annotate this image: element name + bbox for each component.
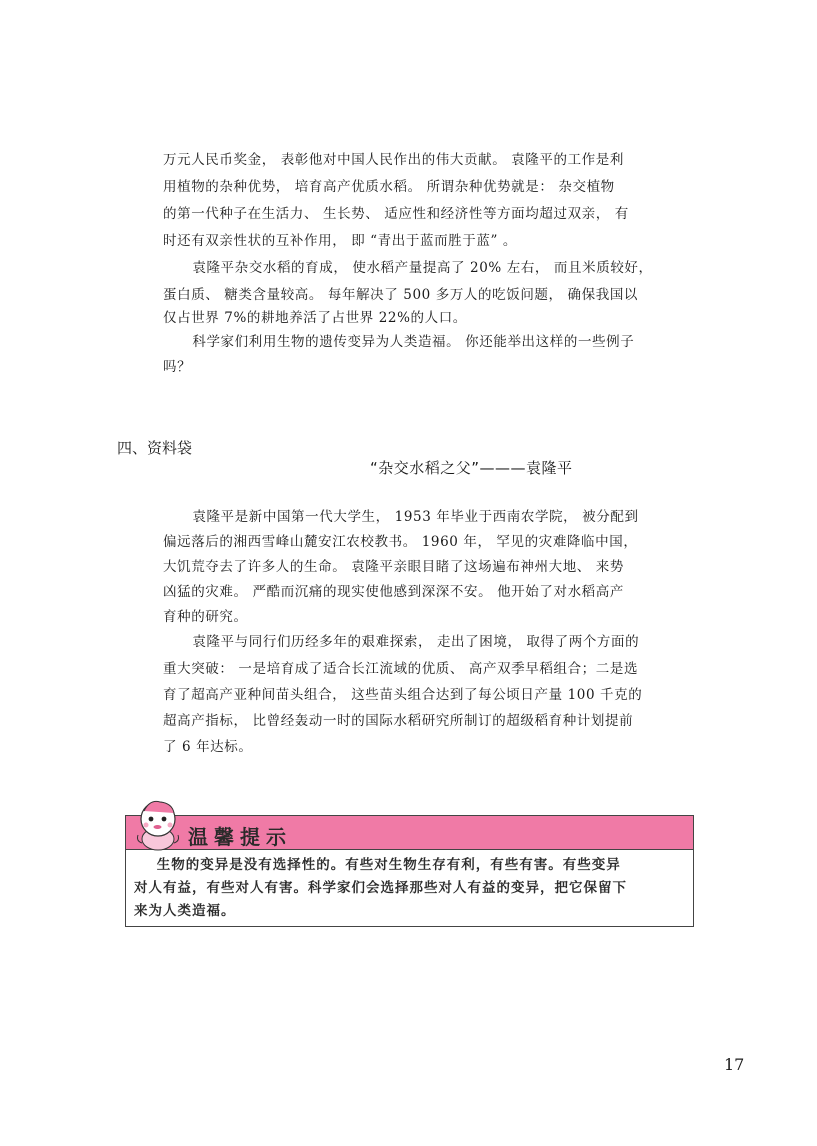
top-line: 蛋白质、 糖类含量较高。 每年解决了 500 多万人的吃饭问题， 确保我国以 <box>163 287 639 303</box>
tip-line: 生物的变异是没有选择性的。有些对生物生存有利，有些有害。有些变异 <box>134 857 621 873</box>
top-line: 吗？ <box>163 359 192 375</box>
article-line: 超高产指标， 比曾经轰动一时的国际水稻研究所制订的超级稻育种计划提前 <box>163 713 634 729</box>
article-title: “杂交水稻之父”———袁隆平 <box>370 459 573 477</box>
article-line: 偏远落后的湘西雪峰山麓安江农校教书。 1960 年， 罕见的灾难降临中国， <box>163 534 638 550</box>
top-line: 的第一代种子在生活力、 生长势、 适应性和经济性等方面均超过双亲， 有 <box>163 206 629 222</box>
article-line: 育种的研究。 <box>163 609 248 625</box>
tip-line: 对人有益，有些对人有害。科学家们会选择那些对人有益的变异，把它保留下 <box>134 880 627 896</box>
article-line: 袁隆平是新中国第一代大学生， 1953 年毕业于西南农学院， 被分配到 <box>163 509 639 525</box>
top-line: 万元人民币奖金， 表彰他对中国人民作出的伟大贡献。 袁隆平的工作是利 <box>163 152 624 168</box>
page-number: 17 <box>724 1055 745 1074</box>
tip-header <box>126 816 693 850</box>
article-line: 了 6 年达标。 <box>163 739 253 755</box>
article-line: 袁隆平与同行们历经多年的艰难探索， 走出了困境， 取得了两个方面的 <box>163 634 640 650</box>
tip-line: 来为人类造福。 <box>134 903 236 919</box>
top-line: 袁隆平杂交水稻的育成， 使水稻产量提高了 20% 左右， 而且米质较好， <box>163 260 653 276</box>
section-heading: 四、资料袋 <box>117 439 193 457</box>
article-line: 重大突破： 一是培育成了适合长江流域的优质、 高产双季早稻组合；二是选 <box>163 661 639 677</box>
tip-box <box>125 815 694 927</box>
article-line: 大饥荒夺去了许多人的生命。 袁隆平亲眼目睹了这场遍布神州大地、 来势 <box>163 559 624 575</box>
top-line: 用植物的杂种优势， 培育高产优质水稻。 所谓杂种优势就是： 杂交植物 <box>163 179 615 195</box>
top-line: 时还有双亲性状的互补作用， 即 “青出于蓝而胜于蓝” 。 <box>163 233 517 249</box>
tip-title: 温馨提示 <box>188 825 292 849</box>
top-line: 科学家们利用生物的遗传变异为人类造福。 你还能举出这样的一些例子 <box>163 334 635 350</box>
article-line: 育了超高产亚种间苗头组合， 这些苗头组合达到了每公顷日产量 100 千克的 <box>163 687 643 703</box>
mascot-icon <box>130 797 188 852</box>
article-line: 凶猛的灾难。 严酷而沉痛的现实使他感到深深不安。 他开始了对水稻高产 <box>163 584 624 600</box>
top-line: 仅占世界 7%的耕地养活了占世界 22%的人口。 <box>163 310 467 326</box>
